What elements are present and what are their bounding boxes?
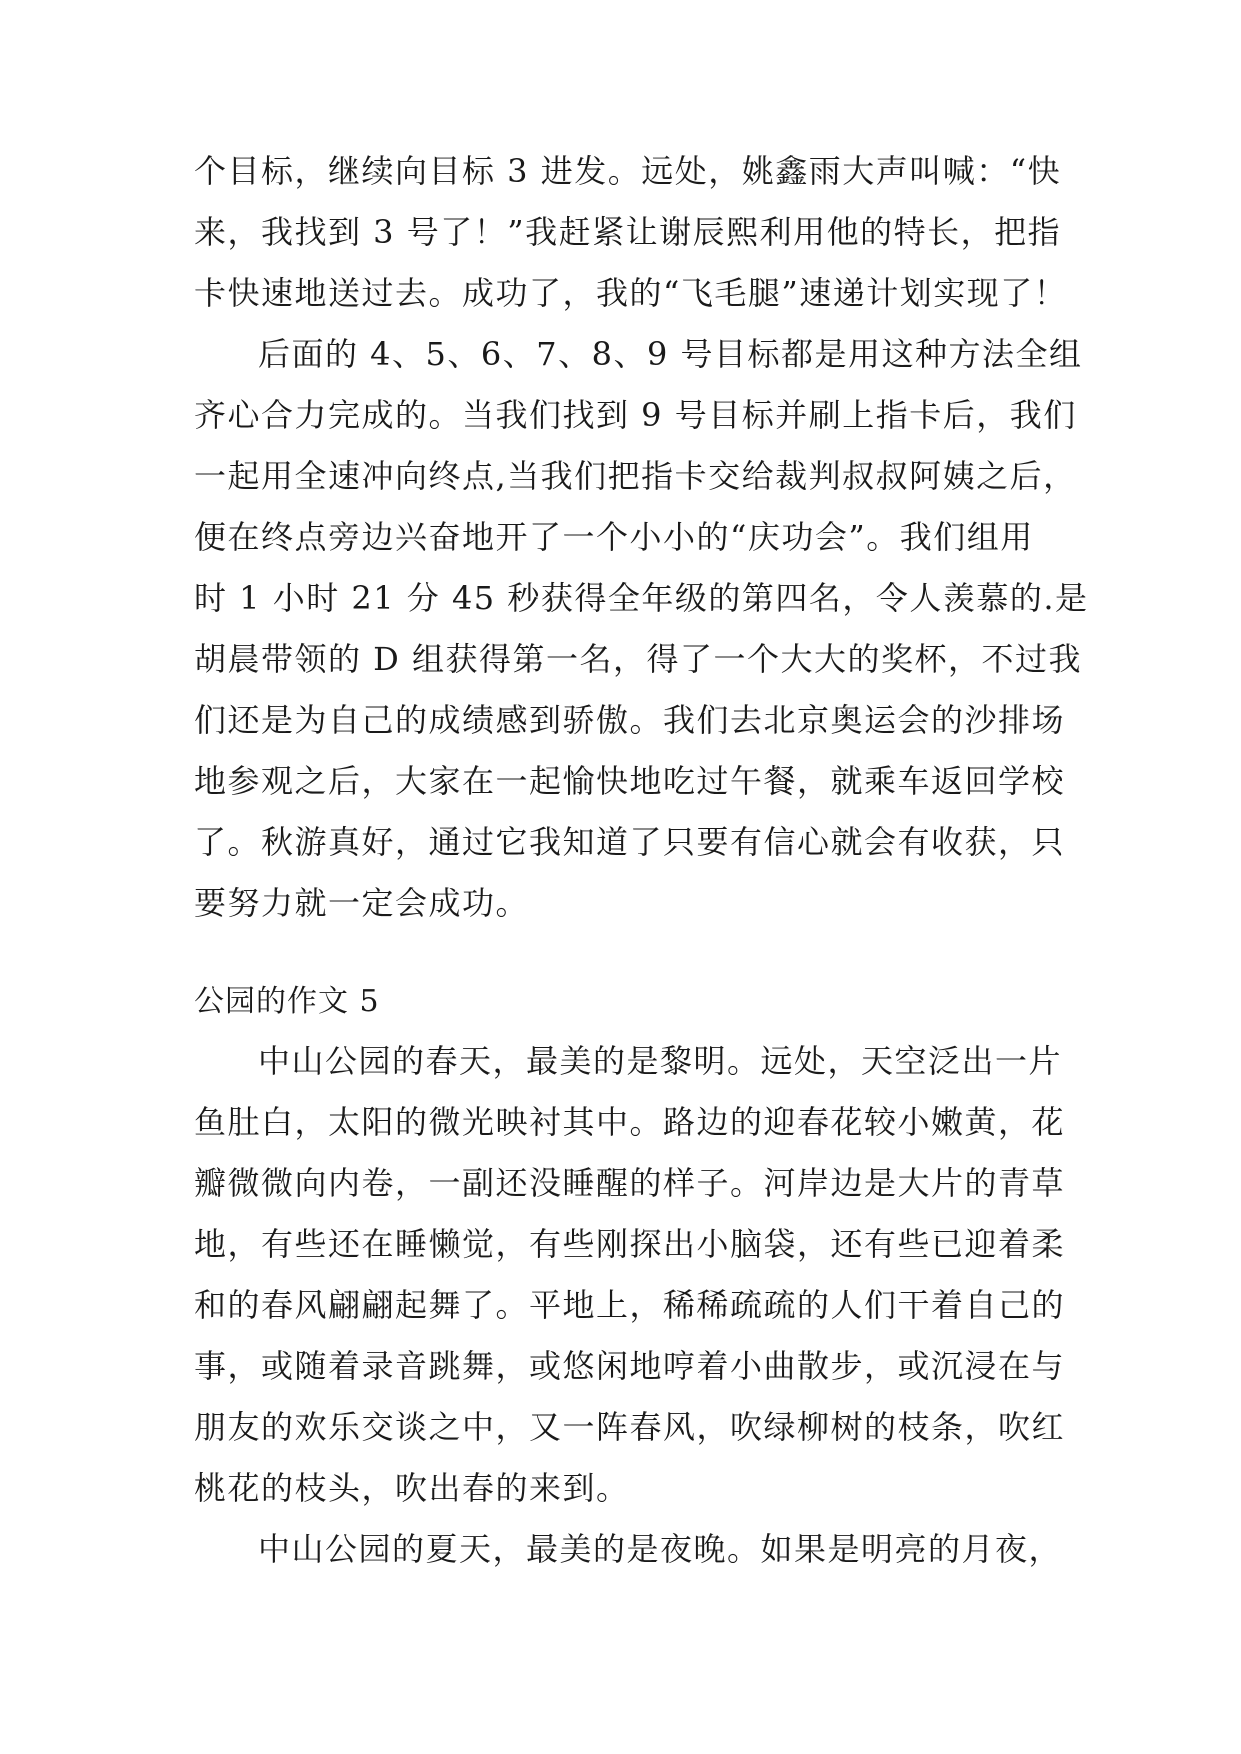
text-line: 桃花的枝头，吹出春的来到。 [194,1469,630,1507]
section-title: 公园的作文 5 [194,984,380,1019]
text-line: 朋友的欢乐交谈之中，又一阵春风，吹绿柳树的枝条，吹红 [194,1408,1066,1446]
text-line: 卡快速地送过去。成功了，我的“飞毛腿”速递计划实现了！ [194,274,1068,312]
text-line: 们还是为自己的成绩感到骄傲。我们去北京奥运会的沙排场 [194,701,1066,739]
text-line: 要努力就一定会成功。 [194,884,530,922]
paragraph-start-line: 中山公园的春天，最美的是黎明。远处，天空泛出一片 [258,1042,1063,1080]
text-line: 来，我找到 3 号了！”我赶紧让谢辰熙利用他的特长，把指 [194,213,1062,251]
text-line: 一起用全速冲向终点,当我们把指卡交给裁判叔叔阿姨之后， [194,457,1077,495]
text-line: 齐心合力完成的。当我们找到 9 号目标并刷上指卡后，我们 [194,396,1077,434]
text-line: 便在终点旁边兴奋地开了一个小小的“庆功会”。我们组用 [194,518,1034,556]
text-line: 地参观之后，大家在一起愉快地吃过午餐，就乘车返回学校 [194,762,1066,800]
paragraph-start-line: 中山公园的夏天，最美的是夜晚。如果是明亮的月夜， [258,1530,1063,1568]
text-line: 事，或随着录音跳舞，或悠闲地哼着小曲散步，或沉浸在与 [194,1347,1066,1385]
text-line: 胡晨带领的 D 组获得第一名，得了一个大大的奖杯，不过我 [194,640,1083,678]
text-line: 个目标，继续向目标 3 进发。远处，姚鑫雨大声叫喊：“快 [194,152,1062,190]
text-line: 了。秋游真好，通过它我知道了只要有信心就会有收获，只 [194,823,1066,861]
paragraph-start-line: 后面的 4、5、6、7、8、9 号目标都是用这种方法全组 [258,335,1083,373]
text-line: 地，有些还在睡懒觉，有些刚探出小脑袋，还有些已迎着柔 [194,1225,1066,1263]
text-line: 和的春风翩翩起舞了。平地上，稀稀疏疏的人们干着自己的 [194,1286,1066,1324]
text-line: 瓣微微向内卷，一副还没睡醒的样子。河岸边是大片的青草 [194,1164,1066,1202]
text-line: 鱼肚白，太阳的微光映衬其中。路边的迎春花较小嫩黄，花 [194,1103,1066,1141]
text-line: 时 1 小时 21 分 45 秒获得全年级的第四名，令人羡慕的.是 [194,579,1089,617]
